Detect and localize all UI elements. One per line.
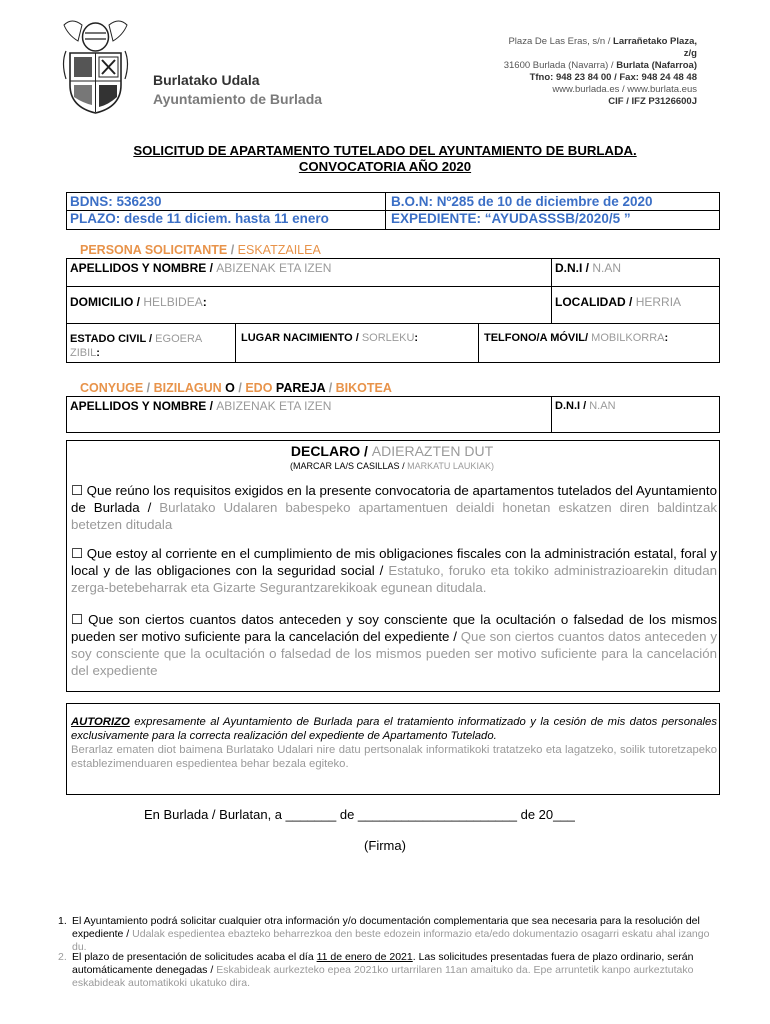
item3-text: ☐ Que son ciertos cuantos datos anteceden y soy consciente que la ocultación o falsedad de los mismos pueden ser motivo suficiente para la cancelación del expediente /: [71, 612, 717, 644]
estado-label-eu2: ZIBIL: [70, 347, 97, 359]
nombre-field[interactable]: APELLIDOS Y NOMBRE / ABIZENAK ETA IZEN: [70, 261, 332, 275]
autorizo-text-eu: Berarlaz ematen diot baimena Burlatako Udalari nire datu pertsonalak informatikoki tratatzeko eta lagatzeko, soilik tutoretzapeko establezimenduaren espedientea behar bezala egiteko.: [71, 744, 717, 770]
conyuge-dni-field[interactable]: D.N.I / N.AN: [555, 400, 616, 412]
autorizo-keyword: AUTORIZO: [71, 716, 130, 728]
item2-text: ☐ Que estoy al corriente en el cumplimiento de mis obligaciones fiscales con la administración estatal, foral y local y de las obligaciones con la seguridad social /: [71, 546, 717, 578]
address-line3a: 31600 Burlada (Navarra): [503, 60, 609, 71]
declaro-sub-es: (MARCAR LA/S CASILLAS: [290, 461, 400, 471]
org-name-eu: Burlatako Udala: [153, 72, 260, 88]
footnote-1-num: 1.: [58, 915, 67, 927]
solicitante-table: [66, 258, 720, 363]
conyuge-nombre-field[interactable]: APELLIDOS Y NOMBRE / ABIZENAK ETA IZEN: [70, 399, 332, 413]
lugar-nacimiento-field[interactable]: LUGAR NACIMIENTO / SORLEKU:: [241, 332, 419, 344]
conyuge-heading-e: PAREJA: [275, 381, 326, 395]
bon-ref: B.O.N: Nº285 de 10 de diciembre de 2020: [391, 194, 653, 209]
estado-label-eu1: EGOERA: [155, 333, 203, 345]
footnote-2-num: 2.: [58, 951, 67, 963]
address-block: Plaza De Las Eras, s/n / Larrañetako Plaza, z/g 31600 Burlada (Navarra) / Burlata (Nafarroa) Tfno: 948 23 84 00 / Fax: 948 24 48 48 www.burlada.es / www.burlata.eus CIF / IFZ P3126600J: [503, 36, 697, 107]
estado-label: ESTADO CIVIL: [70, 333, 146, 345]
firma-label: (Firma): [364, 838, 406, 853]
conyuge-heading-b: BIZILAGUN: [153, 381, 222, 395]
conyuge-heading-a: CONYUGE: [80, 381, 144, 395]
telefono-label-eu: MOBILKORRA: [591, 332, 665, 344]
bdns-code: BDNS: 536230: [70, 194, 162, 209]
declaro-sub-eu: MARKATU LAUKIAK): [407, 461, 494, 471]
title-line1: SOLICITUD DE APARTAMENTO TUTELADO DEL AYUNTAMIENTO DE BURLADA.: [133, 143, 637, 158]
address-line3b: Burlata (Nafarroa): [616, 60, 697, 71]
address-line1a: Plaza De Las Eras, s/n: [508, 36, 606, 47]
telefono-label: TELFONO/A MÓVIL/: [484, 332, 589, 344]
lugar-label-eu: SORLEKU: [361, 332, 415, 344]
declaro-item-3[interactable]: [71, 611, 717, 679]
declaro-item-1[interactable]: [71, 482, 717, 533]
footnote-1-es: El Ayuntamiento podrá solicitar cualquier otra información y/o documentación complementaria que sea necesaria para la resolución del expediente /: [72, 915, 700, 940]
expediente: EXPEDIENTE: “AYUDASSSB/2020/5 ”: [391, 211, 631, 226]
nombre-label-eu: ABIZENAK ETA IZEN: [216, 261, 332, 275]
item3-text-eu: Que son ciertos cuantos datos anteceden y soy consciente que la ocultación o falsedad de los mismos pueden ser motivo suficiente para la cancelación del expediente: [71, 629, 718, 678]
nombre-label: APELLIDOS Y NOMBRE: [70, 261, 207, 275]
conyuge-heading-c: O: [225, 381, 235, 395]
conyuge-table: [66, 396, 720, 433]
conyuge-heading: CONYUGE / BIZILAGUN O / EDO PAREJA / BIKOTEA: [80, 381, 392, 395]
website: www.burlada.es / www.burlata.eus: [552, 84, 697, 95]
phone-fax: Tfno: 948 23 84 00 / Fax: 948 24 48 48: [529, 72, 697, 83]
autorizo-text: [71, 715, 717, 771]
domicilio-label: DOMICILIO: [70, 295, 134, 309]
estado-civil-field[interactable]: ESTADO CIVIL / EGOERA ZIBIL:: [70, 333, 203, 359]
item1-text: ☐ Que reúno los requisitos exigidos en la presente convocatoria de apartamentos tutelados del Ayuntamiento de Burlada /: [71, 483, 717, 515]
footnote-1-eu: Udalak espedientea ebazteko beharrezkoa den beste edozein informazio eta/edo dokumentazio osagarri eskatu ahal izango du.: [72, 928, 710, 953]
coat-of-arms-logo: [58, 15, 133, 115]
localidad-label-eu: HERRIA: [635, 295, 682, 309]
conyuge-nombre-label-eu: ABIZENAK ETA IZEN: [216, 399, 332, 413]
localidad-label: LOCALIDAD: [555, 295, 626, 309]
domicilio-label-eu: HELBIDEA: [143, 295, 203, 309]
declaro-subtitle: (MARCAR LA/S CASILLAS / MARKATU LAUKIAK): [290, 461, 494, 471]
org-name-es: Ayuntamiento de Burlada: [153, 91, 323, 107]
solicitante-heading: PERSONA SOLICITANTE / ESKATZAILEA: [80, 243, 321, 257]
autorizo-text-es: expresamente al Ayuntamiento de Burlada para el tratamiento informatizado y la cesión de mis datos personales exclusivamente para la correcta realización del expediente de Apartamento Tutelado.: [71, 716, 717, 742]
solicitante-heading-eu: ESKATZAILEA: [237, 243, 321, 257]
solicitante-heading-es: PERSONA SOLICITANTE: [80, 243, 228, 257]
title-line2: CONVOCATORIA AÑO 2020: [298, 159, 472, 174]
document-title: [40, 143, 730, 175]
declaro-title-es: DECLARO: [290, 443, 361, 459]
footnote-2-es-a: El plazo de presentación de solicitudes acaba el día: [72, 951, 314, 963]
footnote-2: [58, 951, 718, 990]
declaro-item-2[interactable]: [71, 545, 717, 596]
dni-label: D.N.I: [555, 261, 583, 275]
item2-text-eu: Estatuko, foruko eta tokiko administrazioarekin ditudan zerga-betebeharrak eta Gizarte Segurantzarekikoak egunean ditudala.: [71, 563, 717, 595]
footnote-2-eu: Eskabideak aurkezteko epea 2021ko urtarrilaren 11an amaituko da. Epe arruntetik kanpo aurkeztutako eskabideak automatikoki ukatuko dira.: [72, 964, 694, 989]
lugar-label: LUGAR NACIMIENTO: [241, 332, 353, 344]
plazo: PLAZO: desde 11 diciem. hasta 11 enero: [70, 211, 329, 226]
place-date-line[interactable]: En Burlada / Burlatan, a _______ de ______________________ de 20___: [144, 807, 575, 822]
localidad-field[interactable]: LOCALIDAD / HERRIA: [555, 295, 682, 309]
footnote-2-es-b: . Las solicitudes presentadas fuera de plazo ordinario, serán automáticamente denegadas /: [72, 951, 694, 976]
conyuge-dni-label: D.N.I: [555, 400, 581, 412]
footnote-1: [58, 915, 718, 954]
telefono-field[interactable]: TELFONO/A MÓVIL/ MOBILKORRA:: [484, 332, 669, 344]
info-table: [66, 192, 720, 230]
declaro-title: DECLARO / ADIERAZTEN DUT: [290, 443, 494, 459]
item1-text-eu: Burlatako Udalaren babespeko apartamentuen deialdi honetan eskatzen diren baldintzak betetzen ditudala: [71, 500, 717, 532]
dni-field[interactable]: D.N.I / N.AN: [555, 261, 622, 275]
conyuge-heading-f: BIKOTEA: [335, 381, 392, 395]
cif: CIF / IFZ P3126600J: [608, 96, 697, 107]
conyuge-nombre-label: APELLIDOS Y NOMBRE: [70, 399, 207, 413]
declaro-title-eu: ADIERAZTEN DUT: [371, 443, 494, 459]
address-line2: z/g: [683, 48, 697, 59]
conyuge-dni-label-eu: N.AN: [589, 400, 616, 412]
address-line1b: Larrañetako Plaza,: [613, 36, 697, 47]
dni-label-eu: N.AN: [592, 261, 622, 275]
domicilio-field[interactable]: DOMICILIO / HELBIDEA:: [70, 295, 207, 309]
conyuge-heading-d: EDO: [245, 381, 273, 395]
footnote-2-date: 11 de enero de 2021: [316, 951, 413, 963]
